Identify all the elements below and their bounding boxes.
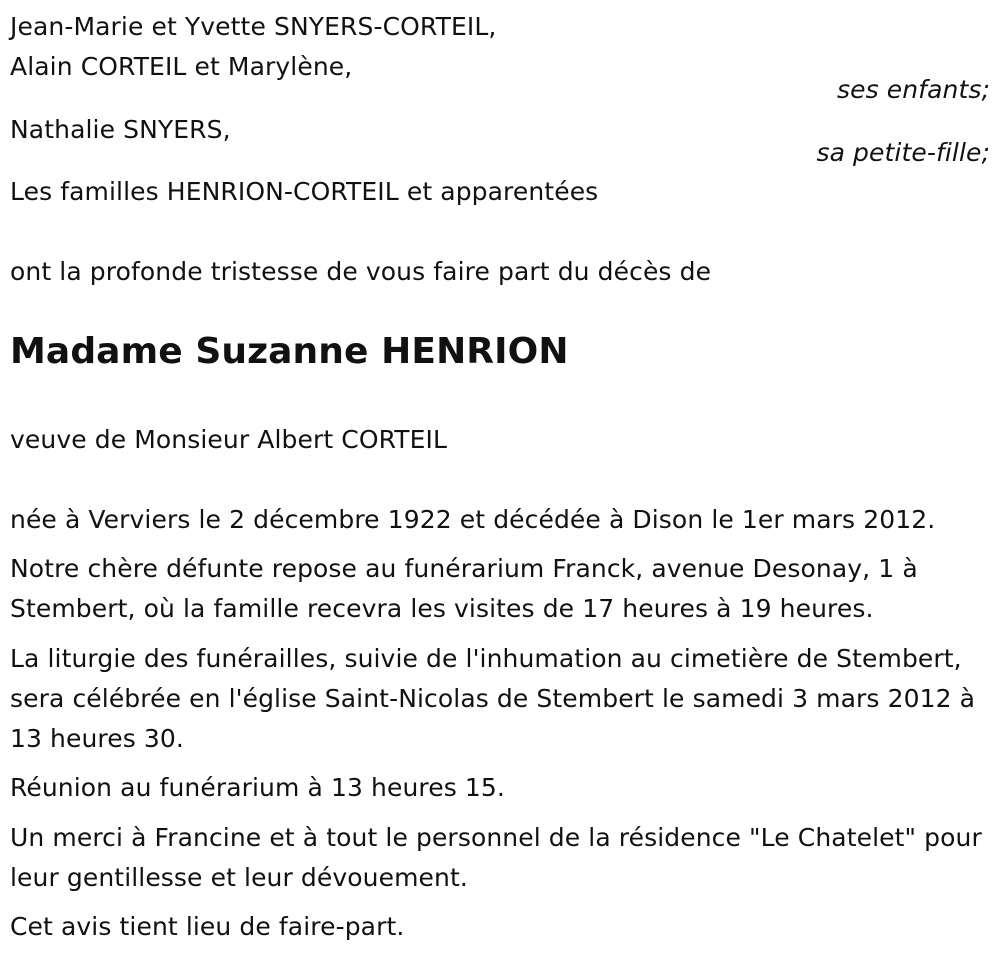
thanks-paragraph: Un merci à Francine et à tout le personnel de la résidence "Le Chatelet" pour leur gentillesse et leur dévouement. (10, 823, 982, 892)
meeting-paragraph: Réunion au funérarium à 13 heures 15. (10, 773, 505, 802)
role-children: ses enfants; (836, 75, 990, 104)
family-line-3: Nathalie SNYERS, (10, 115, 231, 144)
announcement-text: ont la profonde tristesse de vous faire part du décès de (10, 257, 712, 286)
rest-paragraph: Notre chère défunte repose au funérarium Franck, avenue Desonay, 1 à Stembert, où la famille recevra les visites de 17 heures à 19 heures. (10, 554, 918, 623)
notice-paragraph: Cet avis tient lieu de faire-part. (10, 912, 405, 941)
deceased-name: Madame Suzanne HENRION (10, 331, 569, 372)
family-line-2: Alain CORTEIL et Marylène, (10, 52, 353, 81)
family-line-1: Jean-Marie et Yvette SNYERS-CORTEIL, (10, 12, 497, 41)
family-line-4: Les familles HENRION-CORTEIL et apparentées (10, 177, 599, 206)
liturgy-paragraph: La liturgie des funérailles, suivie de l'inhumation au cimetière de Stembert, sera célébrée en l'église Saint-Nicolas de Stembert le samedi 3 mars 2012 à 13 heures 30. (10, 644, 976, 753)
birth-death-paragraph: née à Verviers le 2 décembre 1922 et décédée à Dison le 1er mars 2012. (10, 505, 936, 534)
role-granddaughter: sa petite-fille; (816, 138, 990, 167)
widow-of-text: veuve de Monsieur Albert CORTEIL (10, 425, 448, 454)
